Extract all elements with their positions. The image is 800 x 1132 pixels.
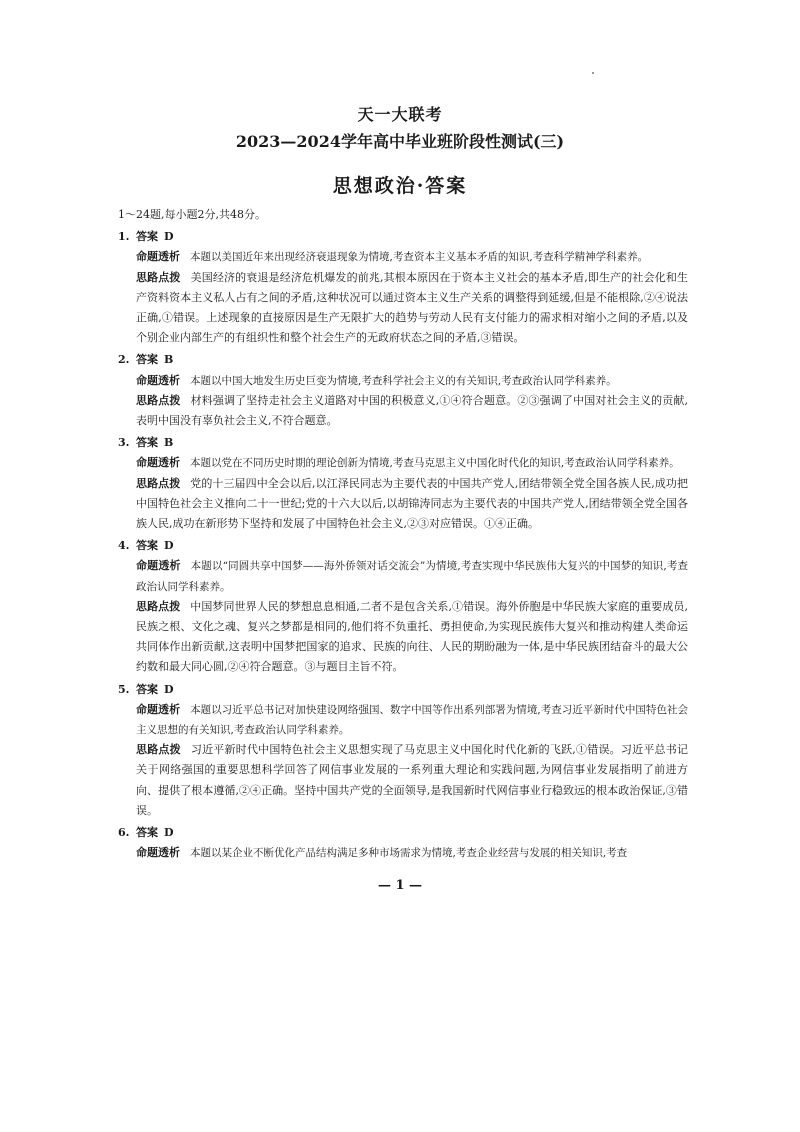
explanation-paragraph — [118, 740, 688, 821]
analysis-text: 本题以习近平总书记对加快建设网络强国、数字中国等作出系列部署为情境,考查习近平新时代中国特色社会主义思想的有关知识,考查政治认同学科素养。 — [136, 703, 688, 737]
explanation-label: 思路点拨 — [136, 270, 181, 284]
analysis-label: 命题透析 — [136, 373, 180, 387]
answer-label: 答案 — [136, 353, 158, 367]
question-list — [118, 227, 688, 863]
analysis-label: 命题透析 — [136, 702, 181, 716]
section-intro: 1～24题,每小题2分,共48分。 — [118, 208, 266, 221]
question-answer-line — [118, 536, 688, 556]
explanation-label: 思路点拨 — [136, 743, 181, 757]
analysis-paragraph — [118, 247, 688, 267]
question-answer-line — [118, 680, 688, 700]
answer-label: 答案 — [136, 682, 158, 696]
analysis-text: 本题以某企业不断优化产品结构满足多种市场需求为情境,考查企业经营与发展的相关知识,考查 — [190, 847, 628, 860]
exam-title: 2023—2024学年高中毕业班阶段性测试(三) — [235, 132, 565, 151]
answer-label: 答案 — [136, 826, 158, 840]
answer-label: 答案 — [136, 436, 158, 450]
answer-value: D — [164, 682, 174, 696]
analysis-text: 本题以“同圆共享中国梦——海外侨领对话交流会”为情境,考查实现中华民族伟大复兴的中国梦的知识,考查政治认同学科素养。 — [136, 560, 688, 593]
question-number: 2. — [118, 353, 130, 367]
question-answer-line — [118, 823, 688, 843]
answer-value: D — [164, 826, 174, 840]
page-number: — 1 — — [377, 878, 423, 893]
analysis-paragraph — [118, 843, 688, 863]
analysis-paragraph — [118, 556, 688, 596]
question-item — [118, 680, 688, 821]
analysis-label: 命题透析 — [136, 250, 180, 264]
explanation-paragraph — [118, 268, 688, 349]
answer-value: B — [164, 353, 174, 367]
explanation-text: 习近平新时代中国特色社会主义思想实现了马克思主义中国化时代化新的飞跃,①错误。习近平总书记关于网络强国的重要思想科学回答了网信事业发展的一系列重大理论和实践问题,为网信事业发展指明了前进方向、提供了根本遵循,②④正确。坚持中国共产党的全面领导,是我国新时代网信事业行稳致远的根本政治保证,③错误。 — [136, 743, 688, 817]
question-number: 6. — [118, 826, 130, 840]
analysis-label: 命题透析 — [136, 559, 181, 573]
explanation-label: 思路点拨 — [136, 599, 181, 613]
answer-value: D — [164, 539, 174, 553]
analysis-paragraph — [118, 453, 688, 473]
question-number: 5. — [118, 682, 130, 696]
question-item — [118, 227, 688, 348]
analysis-text: 本题以党在不同历史时期的理论创新为情境,考查马克思主义中国化时代化的知识,考查政治认同学科素养。 — [190, 457, 680, 470]
question-number: 4. — [118, 539, 130, 553]
answer-label: 答案 — [136, 539, 158, 553]
answer-value: B — [164, 436, 174, 450]
explanation-paragraph — [118, 474, 688, 535]
scan-speck — [592, 72, 594, 74]
question-number: 3. — [118, 436, 130, 450]
explanation-text: 材料强调了坚持走社会主义道路对中国的积极意义,①④符合题意。②③强调了中国对社会主义的贡献,表明中国没有辜负社会主义,不符合题意。 — [136, 393, 688, 428]
question-item — [118, 433, 688, 534]
analysis-label: 命题透析 — [136, 846, 180, 860]
explanation-text: 党的十三届四中全会以后,以江泽民同志为主要代表的中国共产党人,团结带领全党全国各族人民,成功把中国特色社会主义推向二十一世纪;党的十六大以后,以胡锦涛同志为主要代表的中国共产党人,团结带领全党全国各族人民,成功在新形势下坚持和发展了中国特色社会主义,②③对应错误。①④正确。 — [136, 476, 688, 531]
explanation-paragraph — [118, 597, 688, 678]
explanation-label: 思路点拨 — [136, 393, 181, 407]
explanation-label: 思路点拨 — [136, 476, 181, 490]
document-header — [0, 104, 800, 200]
explanation-text: 中国梦同世界人民的梦想息息相通,二者不是包含关系,①错误。海外侨胞是中华民族大家庭的重要成员,民族之根、文化之魂、复兴之梦都是相同的,他们将不负重托、勇担使命,为实现民族伟大复兴和推动构建人类命运共同体作出新贡献,这表明中国梦把国家的追求、民族的向往、人民的期盼融为一体,是中华民族团结奋斗的最大公约数和最大同心圆,②④符合题意。③与题目主旨不符。 — [136, 599, 688, 674]
exam-organizer-title: 天一大联考 — [357, 105, 443, 124]
question-number: 1. — [118, 230, 130, 244]
subject-title: 思想政治·答案 — [332, 175, 468, 197]
question-answer-line — [118, 350, 688, 370]
analysis-paragraph — [118, 371, 688, 391]
explanation-text: 美国经济的衰退是经济危机爆发的前兆,其根本原因在于资本主义社会的基本矛盾,即生产的社会化和生产资料资本主义私人占有之间的矛盾,这种状况可以通过资本主义生产关系的调整得到延缓,但是不能根除,②④说法正确,①错误。上述现象的直接原因是生产无限扩大的趋势与劳动人民有支付能力的需求相对缩小之间的矛盾,以及个别企业内部生产的有组织性和整个社会生产的无政府状态之间的矛盾,③错误。 — [136, 270, 688, 345]
question-answer-line — [118, 227, 688, 247]
analysis-label: 命题透析 — [136, 456, 180, 470]
analysis-text: 本题以中国大地发生历史巨变为情境,考查科学社会主义的有关知识,考查政治认同学科素养。 — [190, 374, 617, 387]
analysis-text: 本题以美国近年来出现经济衰退现象为情境,考查资本主义基本矛盾的知识,考查科学精神学科素养。 — [190, 251, 649, 264]
question-item — [118, 536, 688, 677]
explanation-paragraph — [118, 391, 688, 431]
answer-label: 答案 — [136, 230, 158, 244]
answer-content — [118, 205, 688, 864]
answer-value: D — [164, 230, 174, 244]
question-answer-line — [118, 433, 688, 453]
question-item — [118, 823, 688, 863]
analysis-paragraph — [118, 700, 688, 740]
question-item — [118, 350, 688, 431]
